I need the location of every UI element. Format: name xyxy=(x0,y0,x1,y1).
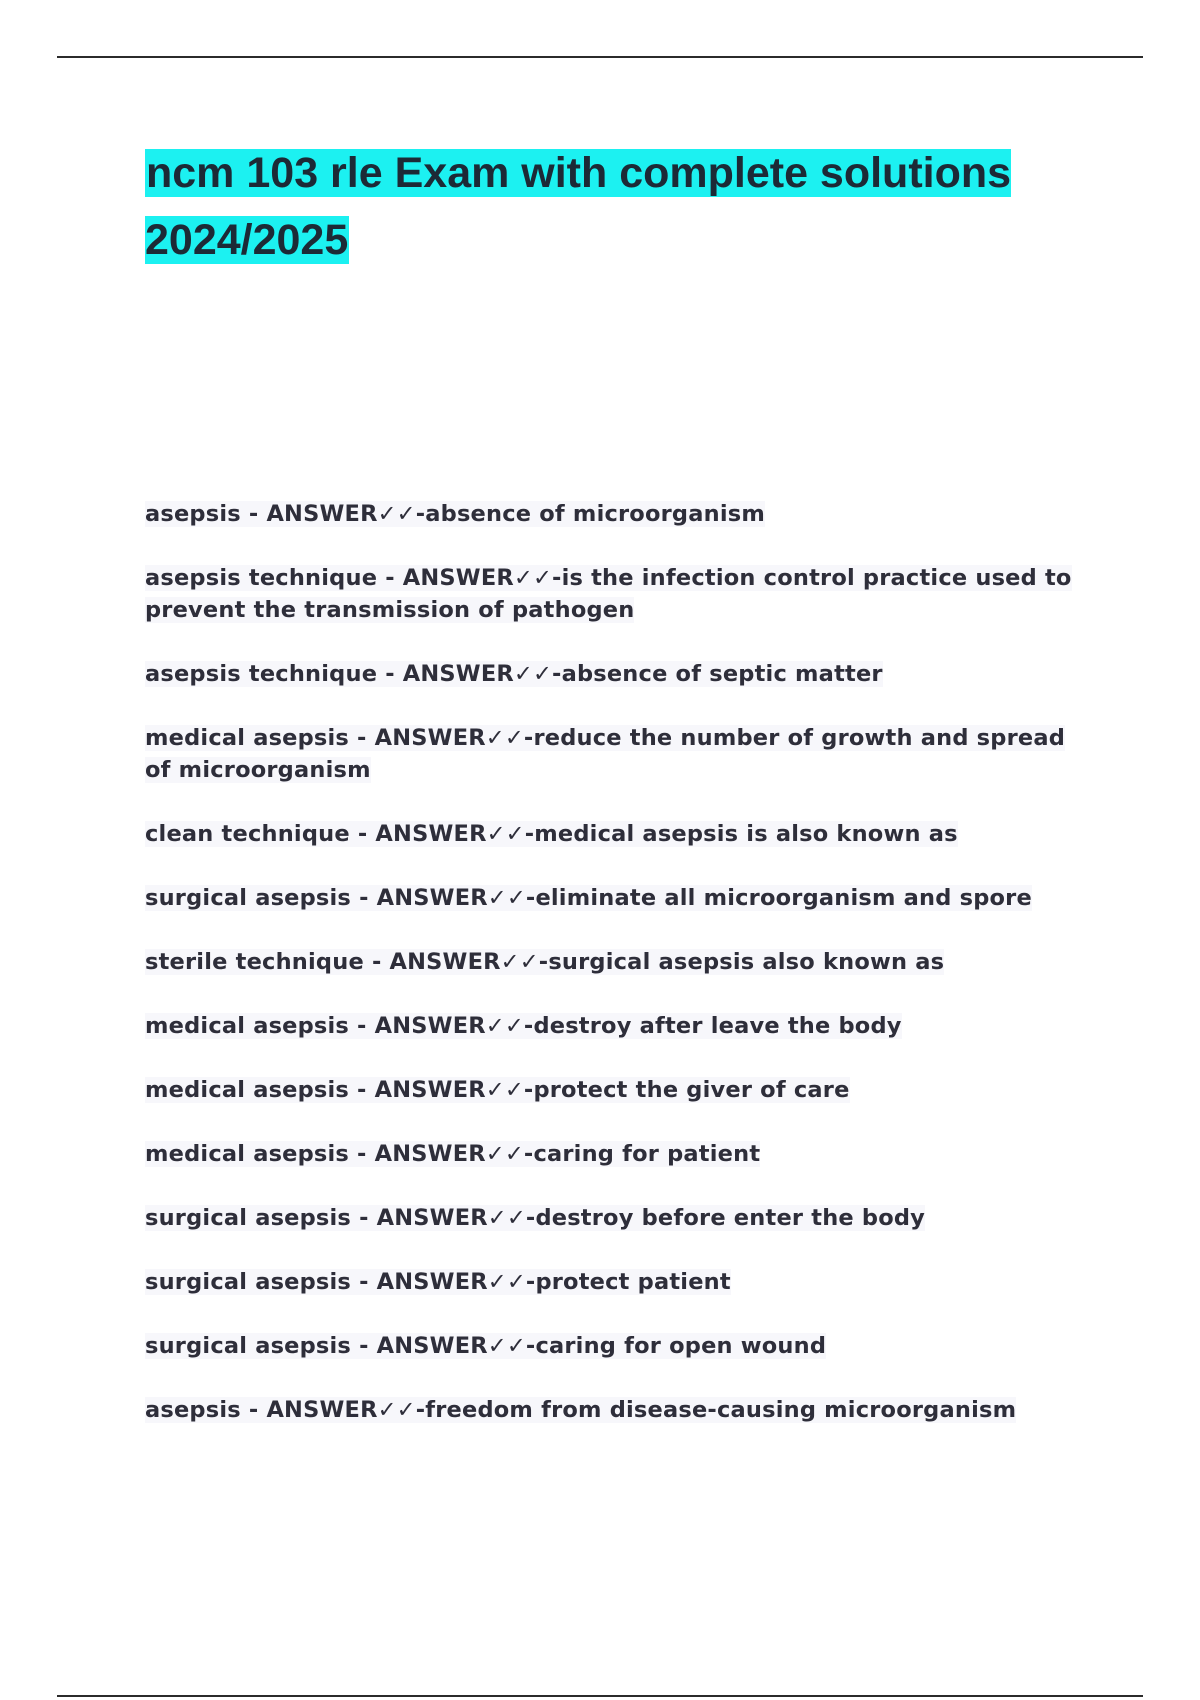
document-title xyxy=(145,140,1105,274)
list-item xyxy=(145,1330,1090,1362)
qa-text: asepsis technique - ANSWER✓✓-absence of septic matter xyxy=(145,661,883,687)
list-item xyxy=(145,1074,1090,1106)
qa-list xyxy=(145,498,1090,1458)
list-item xyxy=(145,1010,1090,1042)
qa-text: medical asepsis - ANSWER✓✓-reduce the number of growth and spread of microorganism xyxy=(145,725,1066,783)
list-item xyxy=(145,882,1090,914)
list-item xyxy=(145,722,1090,786)
qa-text: medical asepsis - ANSWER✓✓-protect the giver of care xyxy=(145,1077,850,1103)
list-item xyxy=(145,1394,1090,1426)
qa-text: surgical asepsis - ANSWER✓✓-eliminate all microorganism and spore xyxy=(145,885,1032,911)
title-highlight: ncm 103 rle Exam with complete solutions 2024/2025 xyxy=(145,149,1012,264)
qa-text: clean technique - ANSWER✓✓-medical asepsis is also known as xyxy=(145,821,958,847)
qa-text: asepsis - ANSWER✓✓-freedom from disease-causing microorganism xyxy=(145,1397,1017,1423)
qa-text: medical asepsis - ANSWER✓✓-destroy after leave the body xyxy=(145,1013,902,1039)
qa-text: surgical asepsis - ANSWER✓✓-protect patient xyxy=(145,1269,731,1295)
list-item xyxy=(145,1202,1090,1234)
list-item xyxy=(145,562,1090,626)
qa-text: asepsis technique - ANSWER✓✓-is the infection control practice used to prevent the transmission of pathogen xyxy=(145,565,1072,623)
qa-text: medical asepsis - ANSWER✓✓-caring for patient xyxy=(145,1141,761,1167)
list-item xyxy=(145,658,1090,690)
qa-text: asepsis - ANSWER✓✓-absence of microorganism xyxy=(145,501,765,527)
list-item xyxy=(145,946,1090,978)
top-rule xyxy=(57,56,1143,58)
qa-text: surgical asepsis - ANSWER✓✓-destroy before enter the body xyxy=(145,1205,926,1231)
list-item xyxy=(145,1138,1090,1170)
list-item xyxy=(145,498,1090,530)
list-item xyxy=(145,1266,1090,1298)
qa-text: sterile technique - ANSWER✓✓-surgical asepsis also known as xyxy=(145,949,945,975)
bottom-rule xyxy=(57,1695,1143,1697)
list-item xyxy=(145,818,1090,850)
qa-text: surgical asepsis - ANSWER✓✓-caring for open wound xyxy=(145,1333,827,1359)
